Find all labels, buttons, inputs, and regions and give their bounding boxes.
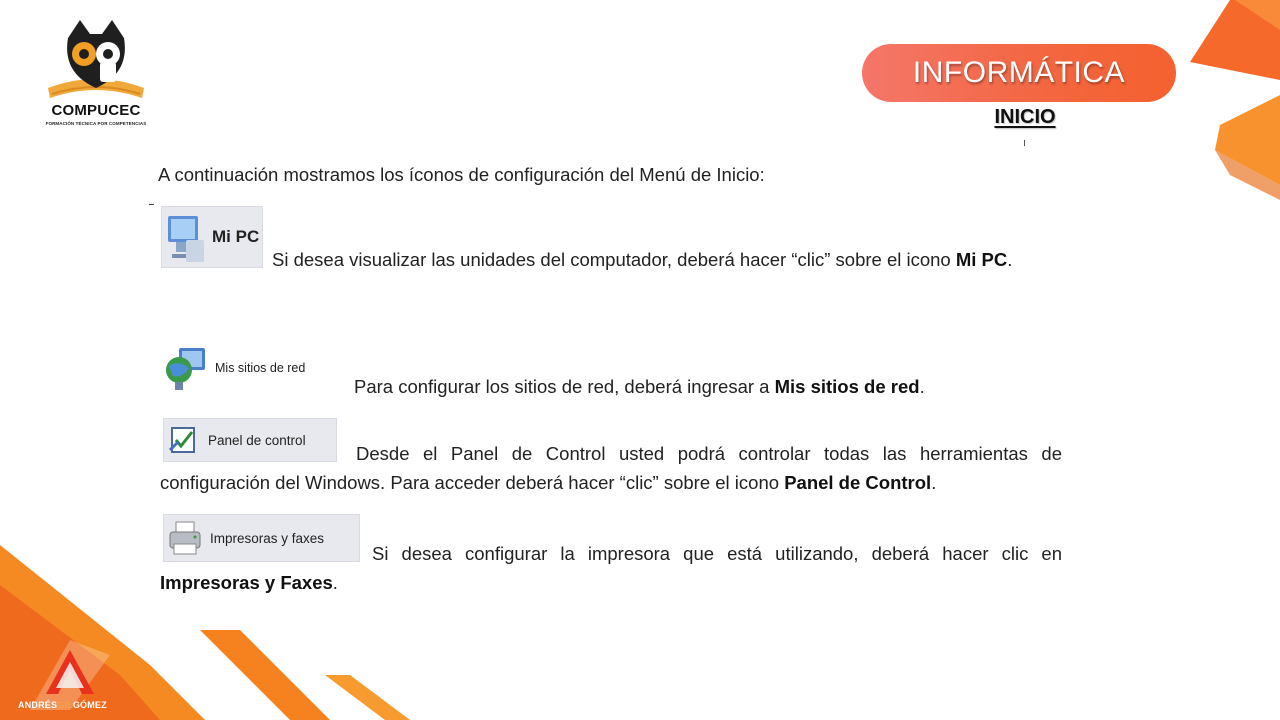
divider-mark [1024, 140, 1025, 146]
brand-a-logo-icon [44, 648, 96, 696]
item-1-text: Si desea visualizar las unidades del computador, deberá hacer “clic” sobre el icono Mi PC. [272, 249, 1013, 270]
item-4-text: Si desea configurar la impresora que está utilizando, deberá hacer clic en Impresoras y Faxes. [160, 543, 1062, 593]
intro-text: A continuación mostramos los íconos de configuración del Menú de Inicio: [158, 164, 765, 185]
top-right-decoration [1170, 0, 1280, 200]
mis-sitios-de-red-icon-label: Mis sitios de red [215, 361, 306, 375]
network-globe-icon [163, 344, 211, 392]
mi-pc-icon-label: Mi PC [212, 227, 260, 246]
mis-sitios-de-red-icon-box [163, 343, 343, 393]
subject-banner [862, 44, 1176, 102]
impresoras-y-faxes-icon-label: Impresoras y faxes [210, 530, 325, 546]
item-3-text: Desde el Panel de Control usted podrá controlar todas las herramientas de configuración del Windows. Para acceder deberá hacer “clic” sobre el icono Panel de Control. [160, 443, 1062, 493]
compucec-logo: COMPUCEC FORMACIÓN TÉCNICA POR COMPETENCIAS [38, 18, 154, 130]
footer-brand: ANDRÉSGILGÓMEZ [18, 700, 107, 710]
item-2-text: Para configurar los sitios de red, deberá ingresar a Mis sitios de red. [354, 376, 925, 397]
subject-title: INFORMÁTICA [912, 56, 1126, 89]
section-title: INICIO [994, 106, 1056, 128]
divider-mark [149, 204, 154, 205]
panel-de-control-icon-label: Panel de control [208, 432, 306, 448]
owl-logo-icon [38, 18, 154, 108]
